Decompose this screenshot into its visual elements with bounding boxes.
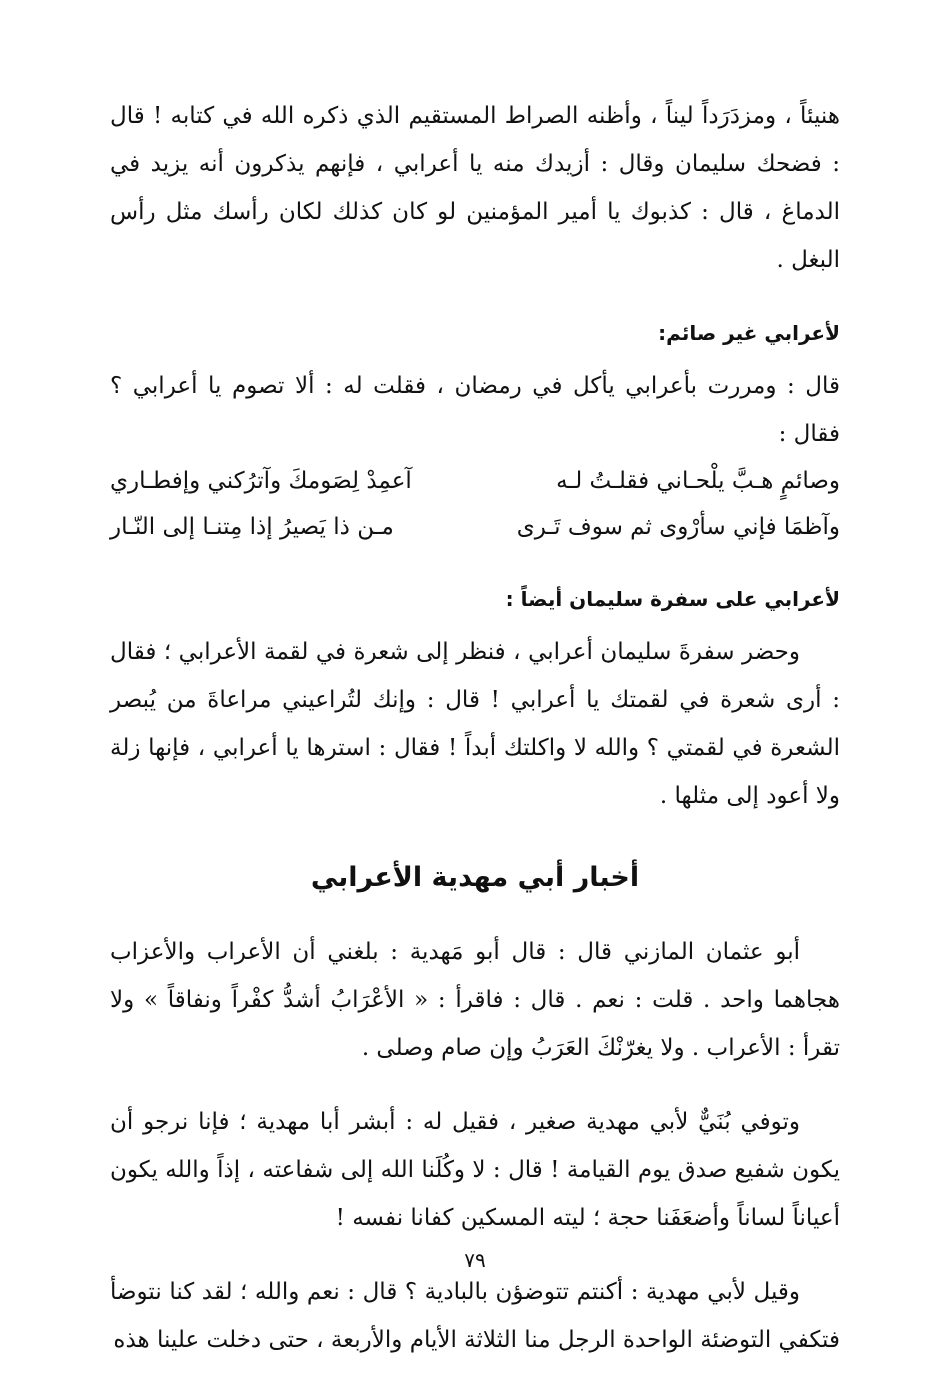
verse-2-second-hemistich: مـن ذا يَصيرُ إذا مِتنـا إلى النّـار: [110, 514, 394, 540]
chapter-paragraph-1: أبو عثمان المازني قال : قال أبو مَهدية : بلغني أن الأعراب والأعزاب هجاهما واحد . قلت : نعم . قال : فاقرأ : « الأعْرَابُ أشدُّ كفْراً ونفاقاً » ولا تقرأ : الأعراب . ولا يغرّنْكَ العَرَبُ وإن صام وصلى .: [110, 939, 840, 1061]
opening-paragraph: هنيئاً ، ومزدَرَداً ليناً ، وأظنه الصراط المستقيم الذي ذكره الله في كتابه ! قال : فضحك سليمان وقال : أزيدك منه يا أعرابي ، فإنهم يذكرون أنه يزيد في الدماغ ، قال : كذبوك يا أمير المؤمنين لو كان كذلك لكان رأسك مثل رأس البغل .: [110, 103, 840, 273]
sulayman-table-paragraph: وحضر سفرةَ سليمان أعرابي ، فنظر إلى شعرة في لقمة الأعرابي ؛ فقال : أرى شعرة في لقمتك يا أعرابي ! قال : وإنك لتُراعيني مراعاةَ من يُبصر الشعرة في لقمتي ؟ والله لا واكلتك أبداً ! فقال : استرها يا أعرابي ، فإنها زلة ولا أعود إلى مثلها .: [110, 639, 840, 809]
verse-2-first-hemistich: وآظمَا فإني سأرْوى ثم سوف تَـرى: [516, 514, 840, 540]
chapter-paragraph-3: وقيل لأبي مهدية : أكنتم تتوضؤن بالبادية ؟ قال : نعم والله ؛ لقد كنا نتوضأ فتكفي التوضئة الواحدة الرجل منا الثلاثة الأيام والأربعة ، حتى دخلت علينا هذه: [110, 1279, 840, 1353]
subheading-fasting-bedouin: لأعرابي غير صائم:: [658, 321, 840, 345]
chapter-title: أخبار أبي مهدية الأعرابي: [310, 862, 640, 893]
verse-1-first-hemistich: وصائمٍ هـبَّ يلْحـاني فقلـتُ لـه: [556, 468, 840, 494]
fasting-intro-paragraph: قال : ومررت بأعرابي يأكل في رمضان ، فقلت له : ألا تصوم يا أعرابي ؟ فقال :: [110, 373, 840, 447]
subheading-sulayman-table: لأعرابي على سفرة سليمان أيضاً :: [505, 587, 840, 611]
chapter-paragraph-2: وتوفي بُنَيٌّ لأبي مهدية صغير ، فقيل له : أبشر أبا مهدية ؛ فإنا نرجو أن يكون شفيع صدق يوم القيامة ! قال : لا وكُلَنا الله إلى شفاعته ، إذاً والله يكون أعياناً لساناً وأضعَفَنا حجة ؛ ليته المسكين كفانا نفسه !: [110, 1109, 840, 1231]
verse-1-second-hemistich: آعمِدْ لِصَومكَ وآترُكني وإفطـاري: [110, 468, 412, 494]
poem-verses: [110, 458, 840, 550]
page-number: ٧٩: [464, 1248, 486, 1272]
